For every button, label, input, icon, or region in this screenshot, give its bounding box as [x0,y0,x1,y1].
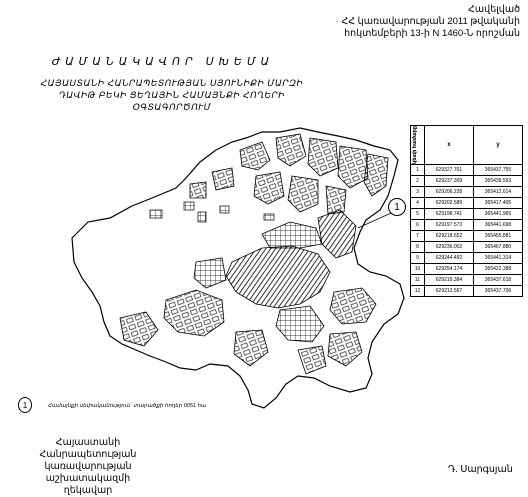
signatory-name: Դ. Սարգսյան [448,464,513,475]
appendix-line-2: ՀՀ կառավարության 2011 թվականի [341,16,520,27]
coordinate-cell-y: 365437.706 [474,285,523,296]
header-point-number: կետի համարը [411,126,425,165]
coordinates-table-row [411,208,523,219]
signatory-title [8,437,168,497]
coordinates-table-row [411,219,523,230]
coordinate-cell-x: 629236.002 [425,241,474,252]
header-y: y [474,126,523,165]
appendix-line-1: Հավելված [468,4,520,15]
coordinates-table-row [411,285,523,296]
map-title-line-2: ԴԱՎԻԹ ԲԵԿԻ ՑԵՂԱՅԻՆ ՀԱՄԱՅՆՔԻ ՀՈՂԵՐԻ [58,90,286,100]
coordinate-cell-y: 365467.880 [474,241,523,252]
signatory-title-line-1: Հայաստանի Հանրապետության [39,437,137,460]
legend-symbol-label: 1 [22,400,28,410]
appendix-line-3: հոկտեմբերի 13-ի N 1460-Ն որոշման [344,28,520,39]
coordinate-cell-x: 629219.384 [425,274,474,285]
coordinate-cell-x: 629244.492 [425,252,474,263]
coordinate-cell-y: 365441.965 [474,208,523,219]
coordinates-table-row [411,197,523,208]
coordinates-table-row [411,230,523,241]
coordinate-cell-y: 365441.314 [474,252,523,263]
map-title-line-1: ՀԱՅԱՍՏԱՆԻ ՀԱՆՐԱՊԵՏՈՒԹՅԱՆ ՍՅՈՒՆԻՔԻ ՄԱՐԶԻ [40,78,304,88]
coordinate-cell-y: 365455.881 [474,230,523,241]
signatory-title-line-2: կառավարության աշխատակազմի [44,461,132,484]
coordinates-table-row [411,252,523,263]
coordinate-cell-n: 8 [411,241,425,252]
signatory-title-line-3: ղեկավար [63,485,113,496]
coordinate-cell-y: 365437.618 [474,274,523,285]
coordinate-cell-n: 6 [411,219,425,230]
schema-title: ԺԱՄԱՆԱԿԱՎՈՐ ՍԽԵՄԱ [51,56,275,68]
coordinate-cell-n: 9 [411,252,425,263]
coordinate-cell-x: 629206.228 [425,186,474,197]
coordinate-cell-n: 4 [411,197,425,208]
coordinate-cell-n: 5 [411,208,425,219]
western-plots [150,202,274,222]
coordinate-cell-x: 629212.567 [425,285,474,296]
coordinates-table-row [411,274,523,285]
coordinate-cell-n: 7 [411,230,425,241]
coordinate-cell-n: 3 [411,186,425,197]
legend-symbol [18,397,32,413]
coordinate-cell-y: 365422.388 [474,263,523,274]
coordinate-cell-x: 629254.174 [425,263,474,274]
coordinate-cell-x: 629198.741 [425,208,474,219]
coordinates-table-row [411,175,523,186]
coordinate-cell-x: 629327.761 [425,164,474,175]
coordinate-cell-y: 365412.614 [474,186,523,197]
coordinate-cell-n: 12 [411,285,425,296]
coordinate-cell-n: 11 [411,274,425,285]
coordinate-cell-n: 2 [411,175,425,186]
coordinates-table-row [411,241,523,252]
header-x: x [425,126,474,165]
coordinate-cell-x: 629197.573 [425,219,474,230]
coordinate-cell-n: 1 [411,164,425,175]
coordinates-table-header [411,126,523,165]
coordinate-cell-y: 365439.593 [474,175,523,186]
coordinate-cell-x: 629202.589 [425,197,474,208]
coordinates-table-row [411,164,523,175]
northern-plots [190,134,388,214]
coordinate-cell-y: 365441.698 [474,219,523,230]
coordinates-table-row [411,186,523,197]
coordinate-cell-y: 365417.405 [474,197,523,208]
coordinate-cell-y: 365437.755 [474,164,523,175]
plot-marker [388,198,406,216]
plot-marker-label: 1 [394,201,400,213]
settlement-core [120,210,356,346]
coordinate-cell-x: 629218.652 [425,230,474,241]
legend-text: Համայնքի սեփականություն՝ տարածքի հողեր 0051 հա [48,403,207,409]
coordinates-table [410,125,523,297]
coordinate-cell-x: 629237.309 [425,175,474,186]
coordinates-table-row [411,263,523,274]
map-title-line-3: ՕԳՏԱԳՈՐԾՈՒՄ [132,102,212,112]
coordinate-cell-n: 10 [411,263,425,274]
